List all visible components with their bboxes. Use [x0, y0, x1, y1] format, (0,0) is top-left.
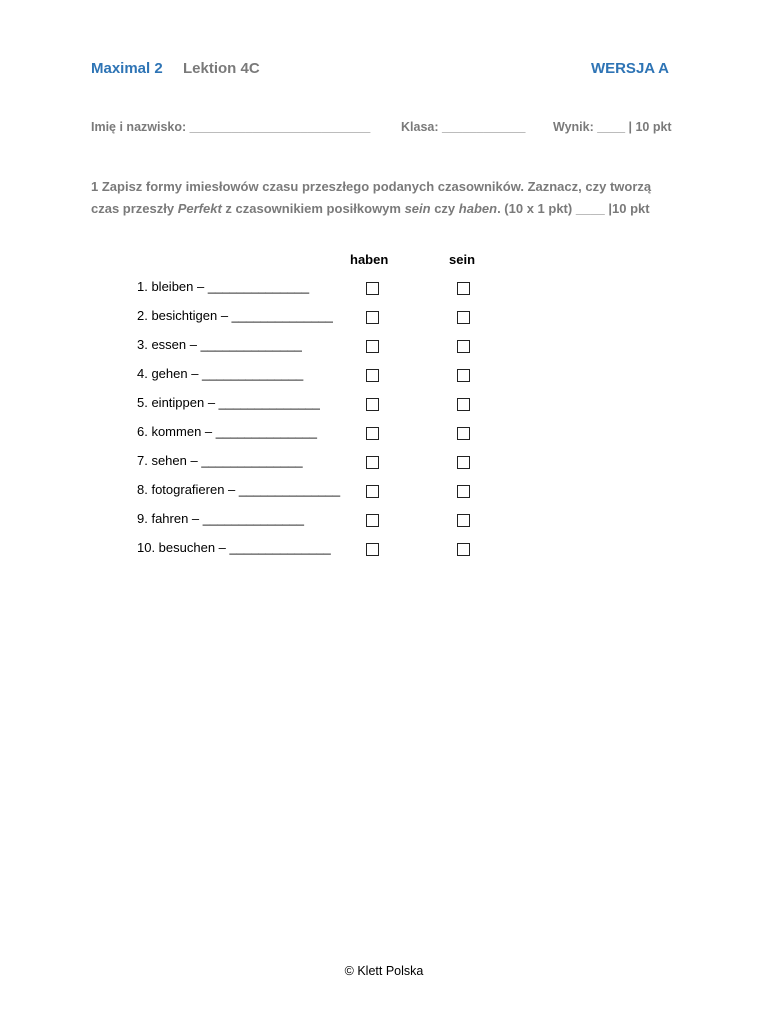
- task-text: czas przeszły: [91, 201, 178, 216]
- score-field: Wynik: ____ | 10 pkt: [553, 120, 672, 134]
- sein-checkbox[interactable]: [457, 369, 470, 382]
- class-field: Klasa: ____________: [401, 120, 526, 134]
- perfekt-term: Perfekt: [177, 201, 222, 216]
- sein-checkbox[interactable]: [457, 427, 470, 440]
- haben-checkbox[interactable]: [366, 311, 379, 324]
- exercise-item: 5. eintippen – ______________: [137, 395, 320, 410]
- exercise-item: 9. fahren – ______________: [137, 511, 304, 526]
- exercise-item: 7. sehen – ______________: [137, 453, 303, 468]
- sein-term: sein: [404, 201, 431, 216]
- haben-checkbox[interactable]: [366, 369, 379, 382]
- exercise-item: 1. bleiben – ______________: [137, 279, 310, 294]
- haben-checkbox[interactable]: [366, 456, 379, 469]
- exercise-item: 2. besichtigen – ______________: [137, 308, 333, 323]
- task-points: . (10 x 1 pkt) ____ |10 pkt: [497, 201, 650, 216]
- sein-checkbox[interactable]: [457, 398, 470, 411]
- column-header-haben: haben: [350, 252, 389, 267]
- book-title: Maximal 2: [91, 60, 163, 77]
- task-line-2: [91, 198, 691, 220]
- task-instructions: [91, 176, 691, 220]
- haben-checkbox[interactable]: [366, 543, 379, 556]
- sein-checkbox[interactable]: [457, 543, 470, 556]
- haben-checkbox[interactable]: [366, 485, 379, 498]
- exercise-item: 4. gehen – ______________: [137, 366, 304, 381]
- haben-checkbox[interactable]: [366, 427, 379, 440]
- version-label: WERSJA A: [590, 60, 669, 77]
- haben-checkbox[interactable]: [366, 514, 379, 527]
- footer-copyright: © Klett Polska: [344, 964, 424, 978]
- haben-term: haben: [458, 201, 498, 216]
- exercise-item: 3. essen – ______________: [137, 337, 302, 352]
- name-field: Imię i nazwisko: __________________________: [91, 120, 371, 134]
- haben-checkbox[interactable]: [366, 282, 379, 295]
- column-header-sein: sein: [449, 252, 476, 267]
- sein-checkbox[interactable]: [457, 514, 470, 527]
- sein-checkbox[interactable]: [457, 340, 470, 353]
- sein-checkbox[interactable]: [457, 485, 470, 498]
- header: [91, 60, 676, 82]
- task-text: czy: [430, 201, 459, 216]
- exercise-item: 6. kommen – ______________: [137, 424, 317, 439]
- sein-checkbox[interactable]: [457, 311, 470, 324]
- lesson-label: Lektion 4C: [183, 60, 260, 77]
- sein-checkbox[interactable]: [457, 456, 470, 469]
- exercise-item: 8. fotografieren – ______________: [137, 482, 341, 497]
- haben-checkbox[interactable]: [366, 398, 379, 411]
- task-line-1: 1 Zapisz formy imiesłowów czasu przeszłego podanych czasowników. Zaznacz, czy tworzą: [91, 179, 652, 194]
- task-text: z czasownikiem posiłkowym: [221, 201, 405, 216]
- exercise-item: 10. besuchen – ______________: [137, 540, 331, 555]
- haben-checkbox[interactable]: [366, 340, 379, 353]
- sein-checkbox[interactable]: [457, 282, 470, 295]
